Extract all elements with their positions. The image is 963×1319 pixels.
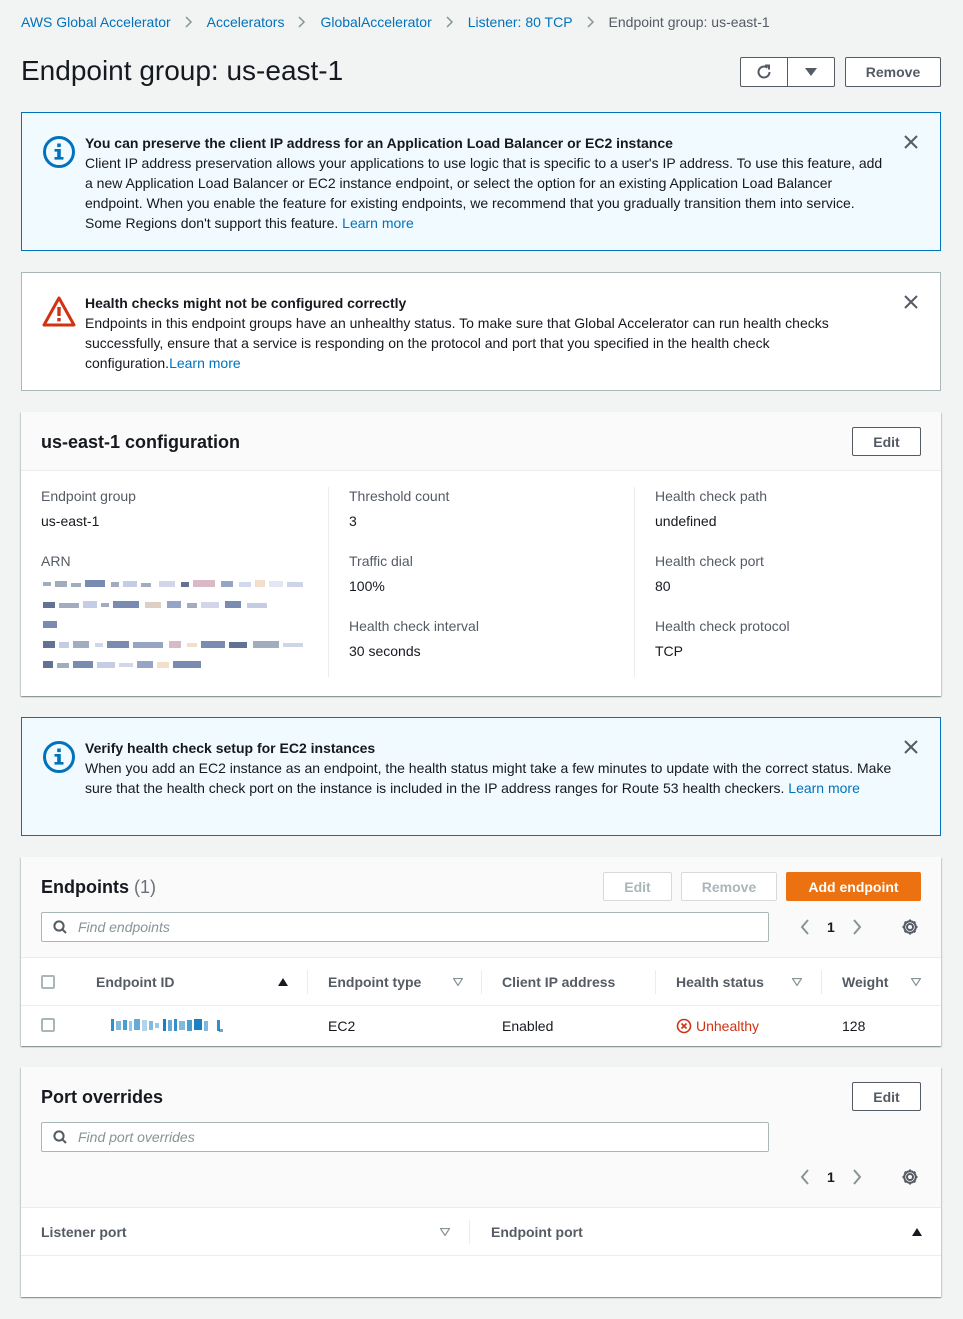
learn-more-link[interactable]: Learn more bbox=[788, 780, 860, 796]
endpoints-pagination bbox=[797, 919, 865, 935]
traffic-dial-value: 100% bbox=[349, 578, 385, 594]
endpoints-title-text: Endpoints bbox=[41, 877, 129, 897]
endpoint-group-label: Endpoint group bbox=[41, 488, 136, 504]
next-page-icon[interactable] bbox=[849, 919, 865, 935]
column-header-endpoint-port[interactable] bbox=[470, 1208, 941, 1256]
endpoint-group-value: us-east-1 bbox=[41, 513, 100, 529]
breadcrumb-accelerators[interactable]: Accelerators bbox=[206, 14, 285, 30]
breadcrumb-listener[interactable]: Listener: 80 TCP bbox=[467, 14, 573, 30]
alert-text: When you add an EC2 instance as an endpoint, the health status might take a few minutes to update with the correct status. Make sure that the health check port on the instance is included in the IP address ranges for Route 53 health checkers. bbox=[85, 760, 892, 796]
column-label: Client IP address bbox=[502, 973, 616, 990]
alert-heading: Verify health check setup for EC2 instances bbox=[85, 740, 376, 756]
threshold-count-value: 3 bbox=[349, 513, 357, 529]
current-page-number[interactable]: 1 bbox=[827, 1169, 835, 1185]
column-label: Weight bbox=[842, 973, 889, 990]
weight-cell: 128 bbox=[842, 1018, 866, 1035]
redacted-endpoint-id-link[interactable] bbox=[111, 1017, 261, 1033]
error-circle-icon bbox=[676, 1018, 692, 1034]
endpoints-title bbox=[41, 875, 156, 899]
health-check-interval-value: 30 seconds bbox=[349, 643, 421, 659]
alert-text: Endpoints in this endpoint groups have an unhealthy status. To make sure that Global Accelerator can run health checks successfully, ensure that a service is responding on the protocol and port that you specified in the health check configuration. bbox=[85, 315, 829, 371]
add-endpoint-button[interactable]: Add endpoint bbox=[786, 872, 921, 901]
previous-page-icon[interactable] bbox=[797, 919, 813, 935]
endpoint-id-cell bbox=[76, 1006, 308, 1047]
info-icon bbox=[42, 740, 76, 774]
endpoints-table bbox=[21, 957, 941, 1047]
sort-descending-icon bbox=[911, 978, 921, 986]
sort-ascending-icon bbox=[278, 978, 288, 986]
client-ip-cell: Enabled bbox=[502, 1018, 554, 1035]
configuration-title: us-east-1 configuration bbox=[41, 432, 241, 452]
endpoints-count: (1) bbox=[134, 877, 157, 897]
health-check-protocol-value: TCP bbox=[655, 643, 683, 659]
arn-label: ARN bbox=[41, 553, 71, 569]
column-header-endpoint-type[interactable] bbox=[308, 958, 482, 1006]
health-status-cell bbox=[656, 1006, 822, 1047]
config-column-2 bbox=[349, 486, 619, 661]
column-header-health-status[interactable] bbox=[656, 958, 822, 1006]
refresh-button[interactable] bbox=[741, 58, 787, 86]
chevron-right-icon bbox=[284, 16, 320, 28]
next-page-icon[interactable] bbox=[849, 1169, 865, 1185]
endpoint-type-cell: EC2 bbox=[328, 1018, 356, 1035]
health-check-port-value: 80 bbox=[655, 578, 671, 594]
table-header-row bbox=[21, 958, 941, 1006]
search-icon bbox=[53, 920, 67, 934]
settings-gear-icon[interactable] bbox=[901, 1168, 919, 1186]
actions-dropdown-button[interactable] bbox=[787, 58, 834, 86]
column-label: Health status bbox=[676, 973, 764, 990]
verify-health-check-info-alert bbox=[21, 717, 941, 836]
health-status-badge bbox=[676, 1018, 822, 1034]
configuration-header bbox=[21, 412, 941, 471]
sort-descending-icon bbox=[440, 1228, 450, 1236]
endpoints-edit-button[interactable]: Edit bbox=[603, 872, 672, 901]
row-select-cell bbox=[21, 1006, 76, 1047]
redacted-arn-image bbox=[41, 577, 311, 673]
find-endpoints-input[interactable] bbox=[78, 919, 718, 935]
column-header-client-ip[interactable] bbox=[482, 958, 656, 1006]
row-checkbox[interactable] bbox=[41, 1018, 55, 1032]
alert-heading: You can preserve the client IP address for an Application Load Balancer or EC2 instance bbox=[85, 135, 673, 151]
page-title: Endpoint group: us-east-1 bbox=[21, 55, 344, 86]
alert-text: Client IP address preservation allows your applications to use logic that is specific to a user's IP address. To use this feature, add a new Application Load Balancer or EC2 instance endpoint, or select the option for an existing Application Load Balancer endpoint. When you enable the feature for existing endpoints, we recommend that you gradually transition them into service. Some Regions don't support this feature. bbox=[85, 155, 883, 231]
table-header-row bbox=[21, 1208, 941, 1256]
find-endpoints-search bbox=[41, 912, 769, 942]
column-label: Listener port bbox=[41, 1223, 127, 1240]
config-edit-button[interactable]: Edit bbox=[852, 427, 921, 456]
previous-page-icon[interactable] bbox=[797, 1169, 813, 1185]
column-label: Endpoint type bbox=[328, 973, 422, 990]
port-overrides-title: Port overrides bbox=[41, 1087, 164, 1107]
refresh-icon bbox=[755, 63, 773, 81]
column-label: Endpoint port bbox=[491, 1223, 583, 1240]
arn-value-redacted bbox=[41, 577, 311, 676]
select-all-header bbox=[21, 958, 76, 1006]
breadcrumb-global-accelerator[interactable]: AWS Global Accelerator bbox=[21, 14, 171, 30]
select-all-checkbox[interactable] bbox=[41, 975, 55, 989]
close-icon[interactable] bbox=[904, 740, 918, 754]
column-label: Endpoint ID bbox=[96, 973, 175, 990]
settings-gear-icon[interactable] bbox=[901, 918, 919, 936]
learn-more-link[interactable]: Learn more bbox=[169, 355, 241, 371]
health-check-protocol-label: Health check protocol bbox=[655, 618, 790, 634]
find-port-overrides-input[interactable] bbox=[78, 1129, 718, 1145]
alert-heading: Health checks might not be configured correctly bbox=[85, 295, 407, 311]
close-icon[interactable] bbox=[904, 295, 918, 309]
endpoints-panel bbox=[21, 857, 941, 1046]
client-ip-info-alert bbox=[21, 112, 941, 251]
health-check-path-label: Health check path bbox=[655, 488, 768, 504]
info-icon bbox=[42, 135, 76, 169]
traffic-dial-label: Traffic dial bbox=[349, 553, 413, 569]
health-check-path-value: undefined bbox=[655, 513, 717, 529]
find-port-overrides-search bbox=[41, 1122, 769, 1152]
sort-descending-icon bbox=[453, 978, 463, 986]
sort-ascending-icon bbox=[912, 1228, 922, 1236]
port-overrides-header bbox=[21, 1067, 941, 1207]
column-header-endpoint-id[interactable] bbox=[76, 958, 308, 1006]
breadcrumb-current: Endpoint group: us-east-1 bbox=[608, 14, 770, 30]
column-divider bbox=[328, 487, 329, 677]
current-page-number[interactable]: 1 bbox=[827, 919, 835, 935]
health-check-interval-label: Health check interval bbox=[349, 618, 479, 634]
breadcrumb-accelerator-name[interactable]: GlobalAccelerator bbox=[320, 14, 432, 30]
health-status-text: Unhealthy bbox=[696, 1018, 760, 1035]
chevron-right-icon bbox=[432, 16, 468, 28]
health-check-warning-alert bbox=[21, 272, 941, 391]
column-divider bbox=[634, 487, 635, 677]
learn-more-link[interactable]: Learn more bbox=[342, 215, 414, 231]
column-header-listener-port[interactable] bbox=[21, 1208, 470, 1256]
health-check-port-label: Health check port bbox=[655, 553, 764, 569]
chevron-right-icon bbox=[171, 16, 207, 28]
port-overrides-pagination bbox=[797, 1169, 865, 1185]
remove-button[interactable]: Remove bbox=[845, 57, 941, 87]
breadcrumb bbox=[21, 12, 770, 32]
port-overrides-table bbox=[21, 1207, 941, 1256]
refresh-button-group bbox=[740, 57, 835, 87]
port-overrides-edit-button[interactable]: Edit bbox=[852, 1082, 921, 1111]
warning-icon bbox=[42, 295, 76, 329]
config-column-1 bbox=[41, 486, 311, 676]
close-icon[interactable] bbox=[904, 135, 918, 149]
table-row[interactable] bbox=[21, 1006, 941, 1047]
port-overrides-panel bbox=[21, 1067, 941, 1297]
endpoints-header bbox=[21, 857, 941, 957]
chevron-right-icon bbox=[573, 16, 609, 28]
sort-descending-icon bbox=[792, 978, 802, 986]
caret-down-icon bbox=[805, 67, 817, 77]
threshold-count-label: Threshold count bbox=[349, 488, 450, 504]
configuration-panel bbox=[21, 412, 941, 696]
column-header-weight[interactable] bbox=[822, 958, 941, 1006]
endpoints-remove-button[interactable]: Remove bbox=[681, 872, 777, 901]
search-icon bbox=[53, 1130, 67, 1144]
config-column-3 bbox=[655, 486, 925, 661]
